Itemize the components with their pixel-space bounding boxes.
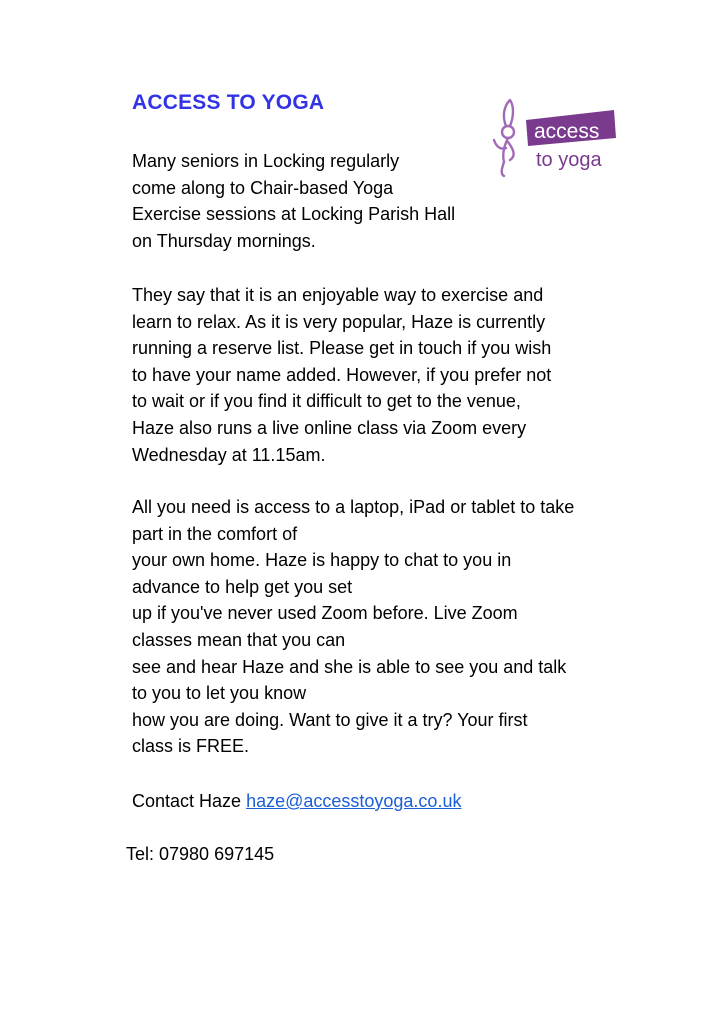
paragraph-line: class is FREE. [132, 736, 250, 757]
contact-label: Contact Haze [132, 791, 247, 811]
page-title: ACCESS TO YOGA [132, 91, 325, 114]
intro-line: come along to Chair-based Yoga [132, 177, 394, 198]
paragraph-line: see and hear Haze and she is able to see you and talk [132, 656, 567, 677]
intro-paragraph [132, 148, 455, 254]
logo-text-to-yoga: to yoga [536, 149, 602, 171]
paragraph-line: to wait or if you find it difficult to get to the venue, [132, 391, 521, 412]
description-paragraph [132, 282, 551, 468]
intro-line: Exercise sessions at Locking Parish Hall [132, 204, 456, 225]
paragraph-line: Wednesday at 11.15am. [132, 444, 326, 465]
intro-line: on Thursday mornings. [132, 230, 316, 251]
paragraph-line: to you to let you know [132, 683, 307, 704]
contact-line [132, 788, 461, 815]
paragraph-line: classes mean that you can [132, 629, 346, 650]
paragraph-line: running a reserve list. Please get in touch if you wish [132, 338, 552, 359]
zoom-info-paragraph [132, 494, 574, 760]
paragraph-line: Haze also runs a live online class via Zoom every [132, 417, 527, 438]
telephone-number: Tel: 07980 697145 [126, 844, 275, 864]
paragraph-line: They say that it is an enjoyable way to exercise and [132, 285, 544, 305]
intro-line: Many seniors in Locking regularly [132, 151, 400, 171]
yoga-figure-icon [486, 98, 616, 178]
paragraph-line: up if you've never used Zoom before. Live Zoom [132, 603, 518, 624]
paragraph-line: your own home. Haze is happy to chat to you in [132, 550, 512, 571]
paragraph-line: to have your name added. However, if you prefer not [132, 364, 552, 385]
paragraph-line: part in the comfort of [132, 523, 298, 544]
email-link[interactable]: haze@accesstoyoga.co.uk [246, 791, 462, 811]
paragraph-line: how you are doing. Want to give it a try? Your first [132, 709, 528, 730]
paragraph-line: learn to relax. As it is very popular, Haze is currently [132, 311, 546, 332]
paragraph-line: All you need is access to a laptop, iPad or tablet to take [132, 497, 575, 517]
paragraph-line: advance to help get you set [132, 576, 353, 597]
logo-text-access: access [534, 120, 600, 143]
access-to-yoga-logo [486, 98, 616, 178]
